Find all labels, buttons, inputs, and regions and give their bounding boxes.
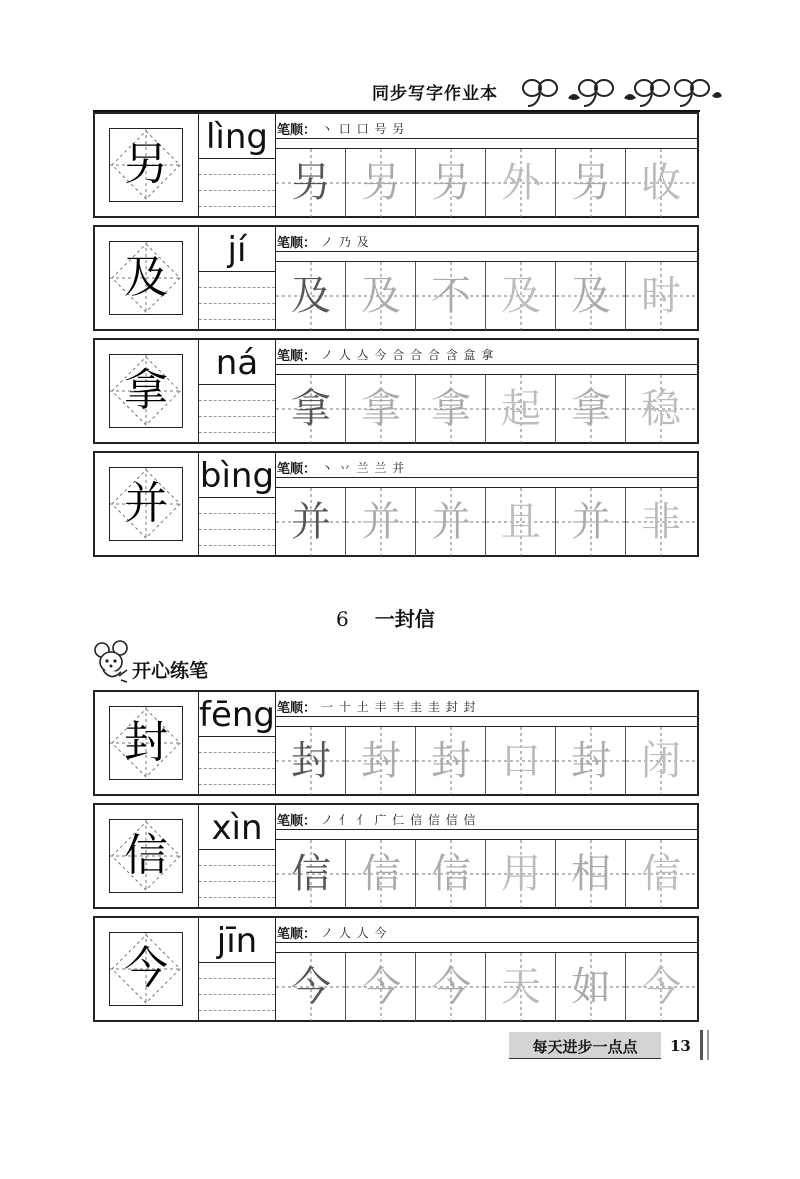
practice-cell[interactable] <box>416 375 486 443</box>
pinyin: ná <box>215 343 259 383</box>
practice-char: 并 <box>571 499 611 545</box>
pinyin: xìn <box>211 808 263 848</box>
practice-char: 及 <box>361 273 401 319</box>
practice-cell[interactable] <box>626 727 696 795</box>
practice-char: 封 <box>361 738 401 784</box>
practice-row <box>93 338 699 444</box>
practice-cell[interactable] <box>416 727 486 795</box>
practice-char: 非 <box>641 499 681 545</box>
practice-char: 外 <box>501 160 541 206</box>
model-char: 另 <box>124 139 168 190</box>
practice-cell[interactable] <box>556 262 626 330</box>
practice-char: 信 <box>361 851 401 897</box>
practice-cell[interactable] <box>416 262 486 330</box>
practice-char: 且 <box>501 499 541 545</box>
footer-edge-bar-thin <box>707 1030 709 1060</box>
practice-cell[interactable] <box>626 375 696 443</box>
practice-char: 信 <box>291 851 331 897</box>
practice-char: 拿 <box>361 386 401 432</box>
model-char-cell <box>95 340 199 442</box>
model-char-cell <box>95 918 199 1020</box>
model-char-cell <box>95 692 199 794</box>
practice-cell[interactable] <box>626 953 696 1021</box>
pinyin-cell <box>199 453 276 555</box>
practice-cell[interactable] <box>556 488 626 556</box>
practice-char: 拿 <box>291 386 331 432</box>
practice-cell[interactable] <box>276 375 346 443</box>
practice-cell[interactable] <box>276 727 346 795</box>
lesson-title: 一封信 <box>374 607 435 631</box>
practice-char: 如 <box>571 964 611 1010</box>
practice-cell[interactable] <box>556 953 626 1021</box>
model-char: 信 <box>124 830 168 881</box>
practice-cell[interactable] <box>486 953 556 1021</box>
stroke-order: ノ 乃 及 <box>321 235 370 249</box>
practice-cell[interactable] <box>556 840 626 908</box>
practice-cell[interactable] <box>486 375 556 443</box>
practice-char: 起 <box>501 386 541 432</box>
practice-cell[interactable] <box>486 488 556 556</box>
practice-char: 拿 <box>431 386 471 432</box>
lesson-heading <box>336 603 435 632</box>
model-char-box <box>109 241 183 315</box>
stroke-order-label: 笔顺： <box>277 462 317 477</box>
practice-cell[interactable] <box>486 727 556 795</box>
model-char-box <box>109 706 183 780</box>
model-char-cell <box>95 453 199 555</box>
practice-grid <box>276 374 697 443</box>
stroke-order: 丶 口 口 号 另 <box>321 122 406 136</box>
practice-cell[interactable] <box>556 727 626 795</box>
practice-char: 用 <box>501 851 541 897</box>
practice-cell[interactable] <box>486 262 556 330</box>
stroke-order: 一 十 土 丰 丰 圭 圭 封 封 <box>321 700 477 714</box>
practice-cell[interactable] <box>346 488 416 556</box>
stroke-order-rule <box>275 942 697 943</box>
practice-row <box>93 690 699 796</box>
practice-char: 另 <box>291 160 331 206</box>
model-char: 及 <box>124 252 168 303</box>
pinyin: bìng <box>199 456 275 496</box>
stroke-order-label: 笔顺： <box>277 927 317 942</box>
practice-cell[interactable] <box>276 840 346 908</box>
model-char: 并 <box>124 478 168 529</box>
practice-cell[interactable] <box>416 953 486 1021</box>
practice-cell[interactable] <box>276 262 346 330</box>
pinyin-cell <box>199 805 276 907</box>
page-number: 13 <box>670 1037 691 1055</box>
practice-char: 另 <box>571 160 611 206</box>
practice-char: 信 <box>641 851 681 897</box>
practice-row <box>93 225 699 331</box>
practice-char: 另 <box>431 160 471 206</box>
pinyin-cell <box>199 114 276 216</box>
pinyin-cell <box>199 227 276 329</box>
stroke-order-label: 笔顺： <box>277 349 317 364</box>
practice-char: 并 <box>431 499 471 545</box>
model-char-cell <box>95 114 199 216</box>
sprout-decoration-icon <box>508 74 723 108</box>
model-char-cell <box>95 805 199 907</box>
practice-char: 封 <box>431 738 471 784</box>
practice-grid <box>276 148 697 217</box>
practice-char: 今 <box>361 964 401 1010</box>
stroke-order: ノ 人 亼 今 合 合 合 含 盒 拿 <box>321 348 495 362</box>
practice-char: 及 <box>501 273 541 319</box>
pinyin: jīn <box>216 921 258 961</box>
practice-cell[interactable] <box>486 149 556 217</box>
practice-cell[interactable] <box>556 375 626 443</box>
practice-char: 稳 <box>641 386 681 432</box>
practice-char: 今 <box>641 964 681 1010</box>
practice-cell[interactable] <box>276 953 346 1021</box>
pinyin: lìng <box>205 117 269 157</box>
practice-char: 拿 <box>571 386 611 432</box>
practice-row <box>93 916 699 1022</box>
practice-char: 并 <box>361 499 401 545</box>
model-char: 拿 <box>124 365 168 416</box>
practice-cell[interactable] <box>626 840 696 908</box>
model-char-box <box>109 128 183 202</box>
stroke-order: 丶 丷 兰 兰 并 <box>321 461 406 475</box>
practice-char: 封 <box>291 738 331 784</box>
model-char-cell <box>95 227 199 329</box>
pinyin-cell <box>199 918 276 1020</box>
practice-cell[interactable] <box>486 840 556 908</box>
mouse-mascot-icon <box>93 640 131 686</box>
stroke-order-rule <box>275 829 697 830</box>
practice-cell[interactable] <box>416 488 486 556</box>
practice-cell[interactable] <box>346 149 416 217</box>
stroke-order-label: 笔顺： <box>277 123 317 138</box>
practice-char: 封 <box>571 738 611 784</box>
model-char-box <box>109 819 183 893</box>
practice-char: 信 <box>431 851 471 897</box>
model-char-box <box>109 932 183 1006</box>
stroke-order: ノ 人 人 今 <box>321 926 388 940</box>
stroke-order-rule <box>275 251 697 252</box>
practice-cell[interactable] <box>346 375 416 443</box>
practice-char: 天 <box>501 964 541 1010</box>
model-char-box <box>109 467 183 541</box>
practice-grid <box>276 952 697 1021</box>
practice-grid <box>276 839 697 908</box>
practice-char: 今 <box>291 964 331 1010</box>
pinyin: fēng <box>199 695 276 735</box>
model-char: 封 <box>124 717 168 768</box>
practice-char: 时 <box>641 273 681 319</box>
practice-char: 收 <box>641 160 681 206</box>
practice-cell[interactable] <box>346 262 416 330</box>
footer-slogan: 每天进步一点点 <box>532 1038 638 1056</box>
practice-cell[interactable] <box>346 953 416 1021</box>
practice-cell[interactable] <box>346 840 416 908</box>
practice-char: 闭 <box>641 738 681 784</box>
header-title: 同步写字作业本 <box>372 84 498 104</box>
lesson-number: 6 <box>336 607 349 631</box>
practice-char: 并 <box>291 499 331 545</box>
stroke-order-rule <box>275 477 697 478</box>
practice-cell[interactable] <box>416 149 486 217</box>
practice-cell[interactable] <box>276 149 346 217</box>
stroke-order-label: 笔顺： <box>277 814 317 829</box>
practice-grid <box>276 261 697 330</box>
practice-char: 口 <box>501 738 541 784</box>
practice-cell[interactable] <box>626 262 696 330</box>
stroke-order: ノ 亻 亻 广 仁 信 信 信 信 <box>321 813 477 827</box>
practice-cell[interactable] <box>556 149 626 217</box>
practice-char: 另 <box>361 160 401 206</box>
model-char-box <box>109 354 183 428</box>
practice-row <box>93 112 699 218</box>
practice-char: 及 <box>571 273 611 319</box>
practice-cell[interactable] <box>626 488 696 556</box>
pinyin-cell <box>199 340 276 442</box>
footer-rule <box>509 1058 661 1059</box>
pinyin: jí <box>227 230 247 270</box>
practice-cell[interactable] <box>416 840 486 908</box>
stroke-order-rule <box>275 138 697 139</box>
stroke-order-label: 笔顺： <box>277 236 317 251</box>
practice-grid <box>276 487 697 556</box>
practice-grid <box>276 726 697 795</box>
stroke-order-rule <box>275 364 697 365</box>
practice-char: 不 <box>431 273 471 319</box>
practice-char: 及 <box>291 273 331 319</box>
stroke-order-rule <box>275 716 697 717</box>
practice-row <box>93 803 699 909</box>
section-label-text: 开心练笔 <box>132 660 209 682</box>
footer-edge-bar <box>700 1030 703 1060</box>
practice-cell[interactable] <box>346 727 416 795</box>
practice-row <box>93 451 699 557</box>
model-char: 今 <box>124 943 168 994</box>
practice-cell[interactable] <box>626 149 696 217</box>
practice-char: 今 <box>431 964 471 1010</box>
practice-char: 相 <box>571 851 611 897</box>
pinyin-cell <box>199 692 276 794</box>
practice-cell[interactable] <box>276 488 346 556</box>
stroke-order-label: 笔顺： <box>277 701 317 716</box>
